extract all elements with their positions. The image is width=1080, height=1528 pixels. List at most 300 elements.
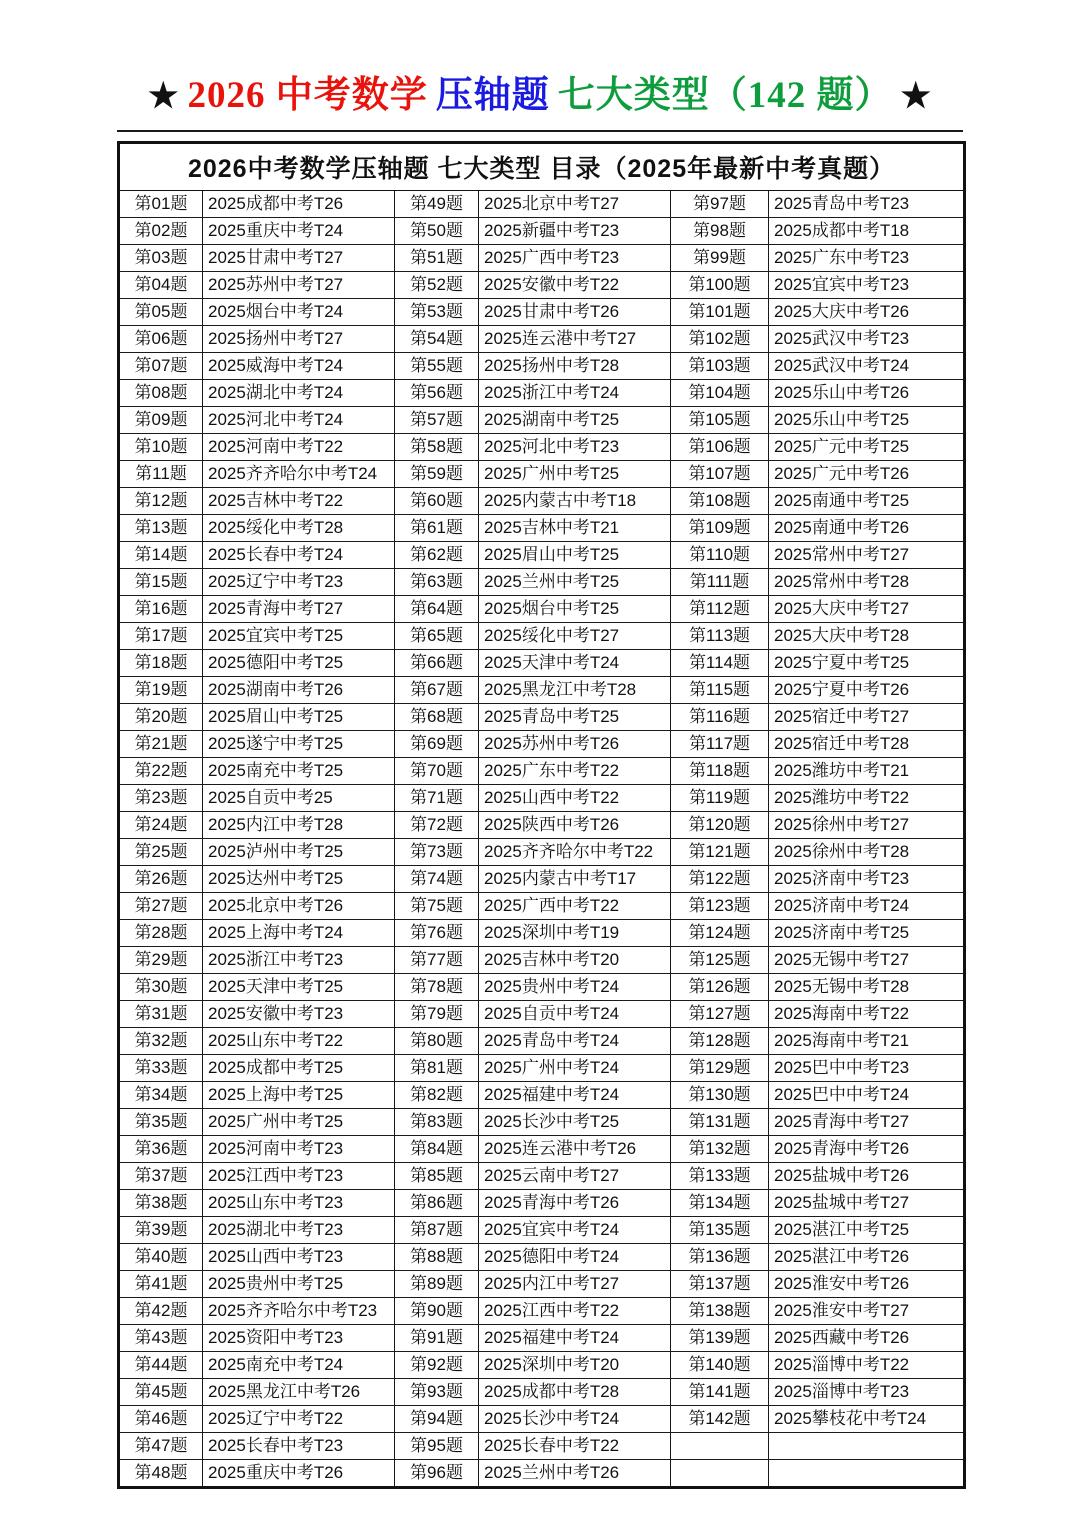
problem-source-cell: 2025乐山中考T25: [769, 407, 965, 434]
problem-number-cell: 第38题: [119, 1190, 203, 1217]
problem-source-cell: 2025眉山中考T25: [203, 704, 395, 731]
problem-source-cell: 2025潍坊中考T22: [769, 785, 965, 812]
problem-source-cell: 2025深圳中考T19: [479, 920, 671, 947]
problem-number-cell: 第34题: [119, 1082, 203, 1109]
problem-number-cell: [671, 1433, 769, 1460]
problem-number-cell: 第66题: [395, 650, 479, 677]
problem-number-cell: 第112题: [671, 596, 769, 623]
problem-number-cell: 第19题: [119, 677, 203, 704]
problem-number-cell: 第87题: [395, 1217, 479, 1244]
table-row: [119, 920, 965, 947]
problem-number-cell: 第86题: [395, 1190, 479, 1217]
problem-number-cell: 第54题: [395, 326, 479, 353]
problem-number-cell: 第26题: [119, 866, 203, 893]
problem-source-cell: 2025黑龙江中考T28: [479, 677, 671, 704]
problem-source-cell: 2025成都中考T18: [769, 218, 965, 245]
problem-source-cell: 2025青海中考T27: [203, 596, 395, 623]
problem-source-cell: 2025齐齐哈尔中考T24: [203, 461, 395, 488]
table-row: [119, 596, 965, 623]
problem-source-cell: 2025重庆中考T24: [203, 218, 395, 245]
problem-source-cell: 2025济南中考T25: [769, 920, 965, 947]
problem-number-cell: 第122题: [671, 866, 769, 893]
problem-number-cell: 第100题: [671, 272, 769, 299]
table-row: [119, 1325, 965, 1352]
problem-number-cell: 第20题: [119, 704, 203, 731]
problem-source-cell: 2025淄博中考T23: [769, 1379, 965, 1406]
table-row: [119, 1001, 965, 1028]
problem-number-cell: 第40题: [119, 1244, 203, 1271]
problem-source-cell: 2025海南中考T22: [769, 1001, 965, 1028]
problem-source-cell: 2025甘肃中考T27: [203, 245, 395, 272]
problem-source-cell: 2025泸州中考T25: [203, 839, 395, 866]
problem-number-cell: 第94题: [395, 1406, 479, 1433]
problem-source-cell: 2025大庆中考T28: [769, 623, 965, 650]
problem-number-cell: 第41题: [119, 1271, 203, 1298]
problem-number-cell: 第27题: [119, 893, 203, 920]
problem-source-cell: 2025青岛中考T24: [479, 1028, 671, 1055]
table-row: [119, 1433, 965, 1460]
problem-source-cell: 2025盐城中考T26: [769, 1163, 965, 1190]
problem-number-cell: 第59题: [395, 461, 479, 488]
table-row: [119, 704, 965, 731]
problem-source-cell: 2025辽宁中考T23: [203, 569, 395, 596]
table-row: [119, 1298, 965, 1325]
problem-source-cell: 2025广州中考T24: [479, 1055, 671, 1082]
table-row: [119, 1082, 965, 1109]
table-row: [119, 1136, 965, 1163]
problem-source-cell: 2025河南中考T22: [203, 434, 395, 461]
problem-number-cell: 第55题: [395, 353, 479, 380]
problem-source-cell: 2025湖南中考T25: [479, 407, 671, 434]
problem-number-cell: 第105题: [671, 407, 769, 434]
problem-number-cell: 第23题: [119, 785, 203, 812]
problem-source-cell: 2025长春中考T23: [203, 1433, 395, 1460]
problem-source-cell: 2025山西中考T22: [479, 785, 671, 812]
problem-number-cell: 第133题: [671, 1163, 769, 1190]
problem-source-cell: 2025天津中考T24: [479, 650, 671, 677]
problem-source-cell: 2025安徽中考T23: [203, 1001, 395, 1028]
problem-source-cell: 2025兰州中考T26: [479, 1460, 671, 1488]
problem-source-cell: 2025浙江中考T23: [203, 947, 395, 974]
problem-number-cell: 第02题: [119, 218, 203, 245]
problem-source-cell: 2025湖南中考T26: [203, 677, 395, 704]
problem-number-cell: 第28题: [119, 920, 203, 947]
problem-number-cell: 第68题: [395, 704, 479, 731]
problem-number-cell: 第63题: [395, 569, 479, 596]
problem-number-cell: 第134题: [671, 1190, 769, 1217]
problem-number-cell: 第24题: [119, 812, 203, 839]
problem-number-cell: 第25题: [119, 839, 203, 866]
problem-number-cell: 第107题: [671, 461, 769, 488]
problem-number-cell: 第82题: [395, 1082, 479, 1109]
problem-source-cell: 2025青海中考T27: [769, 1109, 965, 1136]
problem-source-cell: 2025潍坊中考T21: [769, 758, 965, 785]
problem-source-cell: 2025淮安中考T27: [769, 1298, 965, 1325]
problem-number-cell: 第139题: [671, 1325, 769, 1352]
problem-number-cell: 第36题: [119, 1136, 203, 1163]
problem-source-cell: 2025宁夏中考T25: [769, 650, 965, 677]
problem-source-cell: 2025盐城中考T27: [769, 1190, 965, 1217]
problem-number-cell: 第108题: [671, 488, 769, 515]
problem-source-cell: 2025扬州中考T27: [203, 326, 395, 353]
problem-source-cell: 2025山东中考T22: [203, 1028, 395, 1055]
problem-source-cell: 2025内蒙古中考T17: [479, 866, 671, 893]
problem-source-cell: 2025长沙中考T25: [479, 1109, 671, 1136]
problem-number-cell: 第90题: [395, 1298, 479, 1325]
star-right-icon: ★: [900, 78, 932, 115]
problem-source-cell: 2025成都中考T25: [203, 1055, 395, 1082]
star-left-icon: ★: [148, 78, 180, 115]
problem-number-cell: 第58题: [395, 434, 479, 461]
problem-source-cell: 2025广东中考T22: [479, 758, 671, 785]
table-row: [119, 191, 965, 218]
problem-number-cell: 第44题: [119, 1352, 203, 1379]
problem-number-cell: 第18题: [119, 650, 203, 677]
problem-number-cell: 第05题: [119, 299, 203, 326]
problem-number-cell: 第30题: [119, 974, 203, 1001]
problem-number-cell: 第92题: [395, 1352, 479, 1379]
problem-source-cell: 2025深圳中考T20: [479, 1352, 671, 1379]
problem-source-cell: 2025达州中考T25: [203, 866, 395, 893]
problem-number-cell: 第76题: [395, 920, 479, 947]
problem-source-cell: 2025淄博中考T22: [769, 1352, 965, 1379]
problem-source-cell: 2025宜宾中考T23: [769, 272, 965, 299]
problem-source-cell: 2025兰州中考T25: [479, 569, 671, 596]
problem-source-cell: 2025宁夏中考T26: [769, 677, 965, 704]
problem-source-cell: 2025资阳中考T23: [203, 1325, 395, 1352]
problem-source-cell: 2025苏州中考T27: [203, 272, 395, 299]
problem-source-cell: 2025重庆中考T26: [203, 1460, 395, 1488]
problem-number-cell: 第10题: [119, 434, 203, 461]
problem-number-cell: 第14题: [119, 542, 203, 569]
table-row: [119, 1109, 965, 1136]
problem-source-cell: 2025广元中考T26: [769, 461, 965, 488]
problem-source-cell: 2025乐山中考T26: [769, 380, 965, 407]
problem-source-cell: 2025海南中考T21: [769, 1028, 965, 1055]
problem-number-cell: 第43题: [119, 1325, 203, 1352]
title-blue-segment: 压轴题: [435, 75, 550, 116]
problem-source-cell: 2025湖北中考T24: [203, 380, 395, 407]
problem-source-cell: 2025宜宾中考T25: [203, 623, 395, 650]
problem-number-cell: 第47题: [119, 1433, 203, 1460]
table-row: [119, 1460, 965, 1488]
problem-number-cell: 第110题: [671, 542, 769, 569]
problem-number-cell: 第11题: [119, 461, 203, 488]
problem-source-cell: 2025长春中考T22: [479, 1433, 671, 1460]
problem-number-cell: 第16题: [119, 596, 203, 623]
problem-number-cell: 第81题: [395, 1055, 479, 1082]
problem-source-cell: 2025烟台中考T25: [479, 596, 671, 623]
table-row: [119, 1055, 965, 1082]
problem-source-cell: 2025连云港中考T27: [479, 326, 671, 353]
problem-number-cell: 第129题: [671, 1055, 769, 1082]
problem-number-cell: 第79题: [395, 1001, 479, 1028]
problem-source-cell: 2025广东中考T23: [769, 245, 965, 272]
table-header-row: [119, 143, 965, 191]
problem-source-cell: 2025内江中考T28: [203, 812, 395, 839]
problem-number-cell: 第114题: [671, 650, 769, 677]
problem-source-cell: 2025徐州中考T27: [769, 812, 965, 839]
toc-table-body: [119, 191, 965, 1488]
table-row: [119, 488, 965, 515]
problem-source-cell: 2025广元中考T25: [769, 434, 965, 461]
problem-number-cell: 第08题: [119, 380, 203, 407]
table-row: [119, 1352, 965, 1379]
problem-number-cell: 第98题: [671, 218, 769, 245]
problem-number-cell: 第42题: [119, 1298, 203, 1325]
problem-source-cell: 2025连云港中考T26: [479, 1136, 671, 1163]
table-row: [119, 1217, 965, 1244]
problem-source-cell: 2025云南中考T27: [479, 1163, 671, 1190]
problem-source-cell: 2025辽宁中考T22: [203, 1406, 395, 1433]
table-row: [119, 1163, 965, 1190]
problem-number-cell: 第116题: [671, 704, 769, 731]
table-row: [119, 272, 965, 299]
document-content: [117, 0, 963, 1489]
table-row: [119, 758, 965, 785]
problem-number-cell: 第121题: [671, 839, 769, 866]
problem-number-cell: 第32题: [119, 1028, 203, 1055]
problem-source-cell: 2025常州中考T28: [769, 569, 965, 596]
problem-source-cell: 2025宜宾中考T24: [479, 1217, 671, 1244]
problem-number-cell: 第75题: [395, 893, 479, 920]
problem-source-cell: 2025青岛中考T23: [769, 191, 965, 218]
problem-source-cell: 2025遂宁中考T25: [203, 731, 395, 758]
table-row: [119, 461, 965, 488]
problem-source-cell: 2025南充中考T25: [203, 758, 395, 785]
problem-source-cell: 2025绥化中考T28: [203, 515, 395, 542]
problem-source-cell: 2025浙江中考T24: [479, 380, 671, 407]
table-row: [119, 1379, 965, 1406]
problem-source-cell: 2025福建中考T24: [479, 1082, 671, 1109]
problem-number-cell: 第51题: [395, 245, 479, 272]
problem-number-cell: 第123题: [671, 893, 769, 920]
problem-source-cell: 2025福建中考T24: [479, 1325, 671, 1352]
problem-source-cell: 2025广西中考T22: [479, 893, 671, 920]
problem-source-cell: 2025河北中考T24: [203, 407, 395, 434]
problem-number-cell: 第31题: [119, 1001, 203, 1028]
problem-number-cell: 第78题: [395, 974, 479, 1001]
table-row: [119, 542, 965, 569]
problem-source-cell: 2025天津中考T25: [203, 974, 395, 1001]
problem-source-cell: 2025扬州中考T28: [479, 353, 671, 380]
problem-source-cell: 2025长沙中考T24: [479, 1406, 671, 1433]
problem-source-cell: 2025南通中考T26: [769, 515, 965, 542]
problem-number-cell: 第52题: [395, 272, 479, 299]
problem-number-cell: 第07题: [119, 353, 203, 380]
problem-source-cell: 2025常州中考T27: [769, 542, 965, 569]
problem-number-cell: 第35题: [119, 1109, 203, 1136]
problem-source-cell: 2025青海中考T26: [769, 1136, 965, 1163]
problem-source-cell: 2025上海中考T25: [203, 1082, 395, 1109]
problem-number-cell: 第64题: [395, 596, 479, 623]
problem-number-cell: 第102题: [671, 326, 769, 353]
problem-source-cell: 2025攀枝花中考T24: [769, 1406, 965, 1433]
table-row: [119, 569, 965, 596]
table-row: [119, 245, 965, 272]
problem-number-cell: 第131题: [671, 1109, 769, 1136]
problem-source-cell: 2025湛江中考T26: [769, 1244, 965, 1271]
problem-source-cell: 2025贵州中考T25: [203, 1271, 395, 1298]
problem-source-cell: 2025黑龙江中考T26: [203, 1379, 395, 1406]
problem-number-cell: 第15题: [119, 569, 203, 596]
table-row: [119, 1244, 965, 1271]
problem-number-cell: 第142题: [671, 1406, 769, 1433]
problem-number-cell: 第69题: [395, 731, 479, 758]
table-row: [119, 785, 965, 812]
title-red-segment: 2026 中考数学: [187, 75, 428, 116]
table-row: [119, 893, 965, 920]
problem-number-cell: 第117题: [671, 731, 769, 758]
problem-source-cell: 2025无锡中考T27: [769, 947, 965, 974]
problem-number-cell: 第37题: [119, 1163, 203, 1190]
problem-number-cell: 第01题: [119, 191, 203, 218]
problem-number-cell: 第45题: [119, 1379, 203, 1406]
problem-number-cell: 第46题: [119, 1406, 203, 1433]
problem-source-cell: 2025自贡中考T24: [479, 1001, 671, 1028]
problem-number-cell: 第138题: [671, 1298, 769, 1325]
table-row: [119, 407, 965, 434]
problem-source-cell: 2025南通中考T25: [769, 488, 965, 515]
table-row: [119, 326, 965, 353]
problem-number-cell: 第50题: [395, 218, 479, 245]
problem-number-cell: 第62题: [395, 542, 479, 569]
problem-source-cell: 2025吉林中考T21: [479, 515, 671, 542]
title-green-segment: 七大类型（142 题）: [557, 75, 893, 116]
problem-source-cell: 2025青海中考T26: [479, 1190, 671, 1217]
problem-source-cell: 2025湛江中考T25: [769, 1217, 965, 1244]
problem-number-cell: 第21题: [119, 731, 203, 758]
problem-source-cell: 2025宿迁中考T28: [769, 731, 965, 758]
problem-number-cell: 第71题: [395, 785, 479, 812]
problem-number-cell: 第115题: [671, 677, 769, 704]
problem-source-cell: 2025广州中考T25: [203, 1109, 395, 1136]
table-title: 2026中考数学压轴题 七大类型 目录（2025年最新中考真题）: [119, 143, 965, 191]
problem-source-cell: 2025武汉中考T23: [769, 326, 965, 353]
problem-source-cell: 2025北京中考T26: [203, 893, 395, 920]
problem-number-cell: 第101题: [671, 299, 769, 326]
problem-number-cell: 第118题: [671, 758, 769, 785]
problem-source-cell: 2025无锡中考T28: [769, 974, 965, 1001]
problem-source-cell: 2025济南中考T23: [769, 866, 965, 893]
problem-number-cell: 第84题: [395, 1136, 479, 1163]
table-row: [119, 353, 965, 380]
problem-number-cell: 第140题: [671, 1352, 769, 1379]
problem-source-cell: 2025新疆中考T23: [479, 218, 671, 245]
problem-number-cell: 第127题: [671, 1001, 769, 1028]
problem-number-cell: 第29题: [119, 947, 203, 974]
problem-number-cell: 第56题: [395, 380, 479, 407]
problem-source-cell: 2025湖北中考T23: [203, 1217, 395, 1244]
problem-number-cell: 第60题: [395, 488, 479, 515]
problem-number-cell: 第126题: [671, 974, 769, 1001]
problem-source-cell: 2025巴中中考T23: [769, 1055, 965, 1082]
problem-source-cell: 2025南充中考T24: [203, 1352, 395, 1379]
problem-source-cell: 2025陕西中考T26: [479, 812, 671, 839]
problem-number-cell: 第124题: [671, 920, 769, 947]
problem-source-cell: 2025德阳中考T25: [203, 650, 395, 677]
table-row: [119, 650, 965, 677]
problem-source-cell: 2025烟台中考T24: [203, 299, 395, 326]
problem-number-cell: 第135题: [671, 1217, 769, 1244]
problem-source-cell: 2025成都中考T28: [479, 1379, 671, 1406]
problem-source-cell: 2025河北中考T23: [479, 434, 671, 461]
problem-number-cell: 第73题: [395, 839, 479, 866]
table-row: [119, 623, 965, 650]
problem-number-cell: 第91题: [395, 1325, 479, 1352]
problem-number-cell: 第06题: [119, 326, 203, 353]
problem-number-cell: 第80题: [395, 1028, 479, 1055]
table-row: [119, 1028, 965, 1055]
problem-source-cell: 2025内江中考T27: [479, 1271, 671, 1298]
problem-source-cell: 2025威海中考T24: [203, 353, 395, 380]
problem-number-cell: 第85题: [395, 1163, 479, 1190]
table-row: [119, 218, 965, 245]
problem-number-cell: 第141题: [671, 1379, 769, 1406]
problem-source-cell: [769, 1433, 965, 1460]
problem-source-cell: 2025青岛中考T25: [479, 704, 671, 731]
table-row: [119, 677, 965, 704]
table-row: [119, 812, 965, 839]
table-row: [119, 947, 965, 974]
problem-source-cell: 2025成都中考T26: [203, 191, 395, 218]
problem-source-cell: 2025上海中考T24: [203, 920, 395, 947]
problem-source-cell: 2025宿迁中考T27: [769, 704, 965, 731]
problem-source-cell: 2025河南中考T23: [203, 1136, 395, 1163]
table-row: [119, 866, 965, 893]
problem-source-cell: [769, 1460, 965, 1488]
problem-number-cell: 第106题: [671, 434, 769, 461]
problem-number-cell: 第17题: [119, 623, 203, 650]
problem-source-cell: 2025吉林中考T22: [203, 488, 395, 515]
problem-number-cell: 第96题: [395, 1460, 479, 1488]
problem-source-cell: 2025北京中考T27: [479, 191, 671, 218]
problem-source-cell: 2025徐州中考T28: [769, 839, 965, 866]
problem-source-cell: 2025甘肃中考T26: [479, 299, 671, 326]
problem-number-cell: 第119题: [671, 785, 769, 812]
problem-source-cell: 2025眉山中考T25: [479, 542, 671, 569]
problem-number-cell: 第61题: [395, 515, 479, 542]
problem-source-cell: 2025安徽中考T22: [479, 272, 671, 299]
problem-number-cell: 第67题: [395, 677, 479, 704]
problem-number-cell: 第57题: [395, 407, 479, 434]
problem-number-cell: 第04题: [119, 272, 203, 299]
problem-number-cell: 第72题: [395, 812, 479, 839]
table-row: [119, 1406, 965, 1433]
problem-source-cell: 2025吉林中考T20: [479, 947, 671, 974]
problem-number-cell: 第03题: [119, 245, 203, 272]
problem-number-cell: 第89题: [395, 1271, 479, 1298]
problem-source-cell: 2025绥化中考T27: [479, 623, 671, 650]
problem-source-cell: 2025淮安中考T26: [769, 1271, 965, 1298]
problem-number-cell: 第120题: [671, 812, 769, 839]
table-row: [119, 1190, 965, 1217]
problem-number-cell: 第13题: [119, 515, 203, 542]
problem-source-cell: 2025山东中考T23: [203, 1190, 395, 1217]
problem-source-cell: 2025济南中考T24: [769, 893, 965, 920]
problem-source-cell: 2025齐齐哈尔中考T22: [479, 839, 671, 866]
problem-number-cell: 第33题: [119, 1055, 203, 1082]
page-title: [117, 72, 963, 132]
problem-number-cell: 第49题: [395, 191, 479, 218]
problem-source-cell: 2025苏州中考T26: [479, 731, 671, 758]
problem-number-cell: 第12题: [119, 488, 203, 515]
table-row: [119, 299, 965, 326]
problem-source-cell: 2025江西中考T22: [479, 1298, 671, 1325]
problem-number-cell: 第99题: [671, 245, 769, 272]
problem-source-cell: 2025德阳中考T24: [479, 1244, 671, 1271]
problem-number-cell: 第128题: [671, 1028, 769, 1055]
